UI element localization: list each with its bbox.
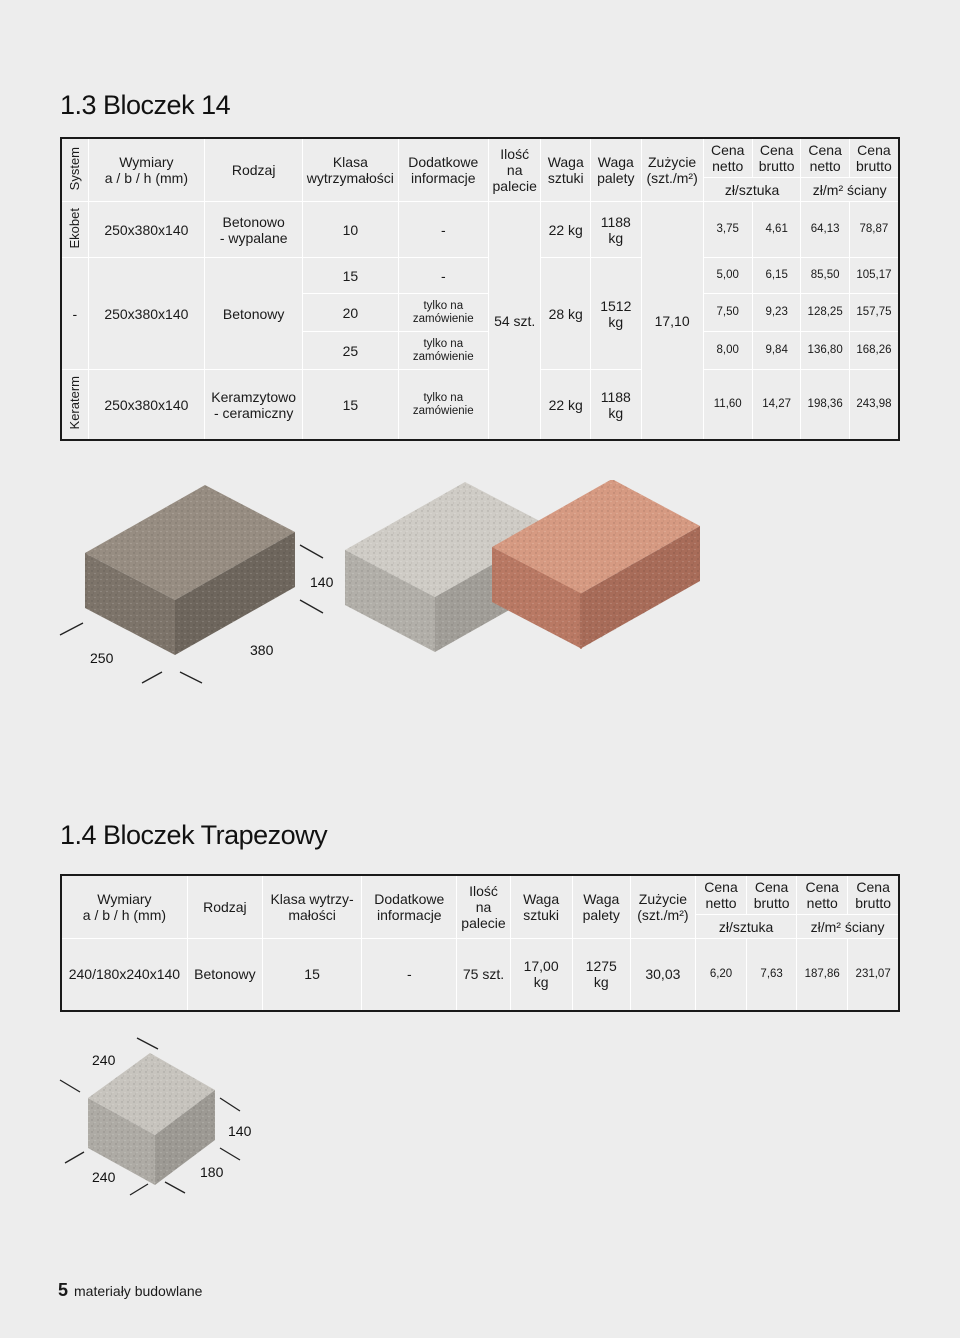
price: 14,27 (752, 370, 801, 440)
header-dims-1: Wymiary (119, 154, 174, 171)
header-net-2b: netto (806, 895, 838, 911)
trapezoid-block-illustration (55, 1035, 265, 1200)
header-qty-1: Ilość na (500, 146, 530, 179)
price: 7,50 (703, 294, 752, 332)
price: 187,86 (797, 939, 848, 1011)
weight-pallet-unit: kg (608, 229, 624, 246)
section1-title: 1.3 Bloczek 14 (60, 90, 231, 120)
header-per-piece: zł/sztuka (703, 178, 801, 202)
block-red (492, 480, 700, 649)
header-gross-1b: brutto (753, 895, 790, 911)
header-net-2: Cena (805, 879, 839, 895)
info-1: tylko na (423, 391, 464, 404)
header-gross-2: Cena (856, 879, 890, 895)
weight-piece: 22 kg (541, 202, 591, 258)
dimension-tick (137, 1038, 158, 1049)
dimension-tick (60, 623, 83, 635)
info-2: zamówienie (412, 404, 474, 417)
price: 6,15 (752, 258, 801, 294)
dimension-tick (220, 1098, 240, 1111)
header-wpal-1: Waga (583, 891, 620, 907)
dimension-tick (165, 1182, 185, 1193)
page-number: 5 (58, 1280, 69, 1300)
header-net-2b: netto (809, 158, 841, 175)
dimension-tick (142, 672, 162, 683)
info-2: zamówienie (412, 312, 474, 325)
weight-piece: 28 kg (541, 258, 591, 370)
info: - (398, 202, 488, 258)
header-qty-2: palecie (492, 178, 537, 195)
blocks-illustration (55, 480, 705, 700)
dimension-tick (130, 1184, 148, 1195)
class: 20 (303, 294, 398, 332)
dim-height: 140 (228, 1123, 252, 1139)
section2-title: 1.4 Bloczek Trapezowy (60, 820, 328, 850)
dimension-tick (180, 672, 202, 683)
header-qty-1: Ilość na (469, 883, 498, 915)
dim-width: 250 (90, 650, 114, 666)
price: 243,98 (849, 370, 899, 440)
qty: 75 szt. (457, 939, 510, 1011)
weight-pallet: 1512 (600, 297, 632, 314)
weight-pallet: 1188 (600, 213, 631, 230)
header-per-piece: zł/sztuka (695, 915, 796, 939)
header-class-2: wytrzymałości (306, 170, 394, 187)
header-dims-2: a / b / h (mm) (104, 170, 188, 187)
header-dims-2: a / b / h (mm) (82, 907, 167, 923)
header-dims-1: Wymiary (97, 891, 152, 907)
header-type: Rodzaj (205, 138, 303, 202)
price: 198,36 (801, 370, 849, 440)
dims: 250x380x140 (88, 370, 205, 440)
header-info-2: informacje (377, 907, 442, 923)
usage-shared: 17,10 (641, 202, 703, 440)
weight-piece: 17,00 (523, 958, 559, 975)
price: 11,60 (703, 370, 752, 440)
page-footer (58, 1280, 202, 1301)
header-wp-2: sztuki (523, 907, 560, 923)
dimension-tick (60, 1080, 80, 1092)
price: 231,07 (848, 939, 899, 1011)
price: 6,20 (695, 939, 746, 1011)
header-qty-2: palecie (461, 915, 506, 931)
weight-pallet-unit: kg (608, 313, 624, 330)
header-class-1: Klasa wytrzy- (270, 891, 354, 907)
header-gross-1: Cena (759, 142, 794, 159)
type-2: - wypalane (219, 229, 288, 246)
table-row (61, 370, 899, 440)
block-dark (85, 485, 295, 655)
price: 4,61 (752, 202, 801, 258)
header-class-2: małości (288, 907, 336, 923)
dim-top: 240 (92, 1052, 116, 1068)
header-info-2: informacje (410, 170, 476, 187)
price: 7,63 (747, 939, 797, 1011)
price: 64,13 (801, 202, 849, 258)
dimension-tick (65, 1152, 84, 1163)
price: 78,87 (849, 202, 899, 258)
footer-text: materiały budowlane (74, 1283, 203, 1299)
header-net-2: Cena (808, 142, 842, 159)
table-row (61, 202, 899, 258)
price: 9,84 (752, 332, 801, 370)
class: 25 (303, 332, 398, 370)
class: 15 (303, 258, 398, 294)
dim-depth: 380 (250, 642, 274, 658)
header-net-1b: netto (705, 895, 737, 911)
info-2: zamówienie (412, 350, 474, 363)
header-wp-2: sztuki (547, 170, 584, 187)
header-usage-1: Zużycie (638, 891, 687, 907)
header-net-1: Cena (710, 142, 745, 159)
header-info-1: Dodatkowe (408, 154, 479, 171)
header-per-m2: zł/m² ściany (797, 915, 899, 939)
type-1: Keramzytowo (211, 388, 297, 405)
price: 85,50 (801, 258, 849, 294)
trapezowy-table (60, 874, 900, 1012)
header-system: System (66, 146, 82, 191)
system-ekobet: Ekobet (66, 207, 82, 249)
header-net-1: Cena (704, 879, 738, 895)
block-trapezoid (88, 1053, 215, 1185)
table-row (61, 258, 899, 294)
type-1: Betonowo (222, 213, 285, 230)
header-gross-1b: brutto (758, 158, 795, 175)
qty-shared: 54 szt. (488, 202, 540, 440)
weight-piece: 22 kg (541, 370, 591, 440)
header-wp-1: Waga (547, 154, 584, 171)
dimension-tick (220, 1148, 240, 1160)
price: 105,17 (849, 258, 899, 294)
info-1: tylko na (423, 299, 464, 312)
header-usage-1: Zużycie (647, 154, 697, 171)
header-usage-2: (szt./m²) (637, 907, 689, 923)
header-usage-2: (szt./m²) (646, 170, 698, 187)
dims: 250x380x140 (88, 202, 205, 258)
info: - (398, 258, 488, 294)
system-betonowy: - (61, 258, 88, 370)
class: 10 (303, 202, 398, 258)
type: Betonowy (187, 939, 262, 1011)
usage: 30,03 (630, 939, 695, 1011)
header-net-1b: netto (712, 158, 744, 175)
price: 5,00 (703, 258, 752, 294)
info-1: tylko na (423, 337, 464, 350)
type: Betonowy (205, 258, 303, 370)
header-per-m2: zł/m² ściany (801, 178, 899, 202)
class: 15 (303, 370, 398, 440)
price: 9,23 (752, 294, 801, 332)
price: 136,80 (801, 332, 849, 370)
dims: 240/180x240x140 (61, 939, 187, 1011)
price: 3,75 (703, 202, 752, 258)
info: - (362, 939, 457, 1011)
header-gross-1: Cena (754, 879, 789, 895)
class: 15 (262, 939, 361, 1011)
header-gross-2: Cena (857, 142, 891, 159)
weight-pallet-unit: kg (593, 974, 609, 991)
price: 8,00 (703, 332, 752, 370)
dim-bottom-b: 180 (200, 1164, 224, 1180)
dim-bottom-a: 240 (92, 1169, 116, 1185)
header-type: Rodzaj (187, 875, 262, 939)
header-gross-2b: brutto (856, 158, 892, 175)
header-wpal-2: palety (597, 170, 635, 187)
weight-pallet-unit: kg (608, 404, 624, 421)
price: 128,25 (801, 294, 849, 332)
dimension-tick (300, 600, 323, 613)
dimension-tick (300, 545, 323, 558)
bloczek14-table (60, 137, 900, 441)
header-class-1: Klasa (332, 154, 368, 171)
weight-piece-unit: kg (533, 974, 549, 991)
price: 157,75 (849, 294, 899, 332)
price: 168,26 (849, 332, 899, 370)
header-wpal-1: Waga (597, 154, 634, 171)
weight-pallet: 1275 (585, 958, 617, 975)
weight-pallet: 1188 (600, 388, 631, 405)
dim-height: 140 (310, 574, 334, 590)
header-info-1: Dodatkowe (374, 891, 445, 907)
dims: 250x380x140 (88, 258, 205, 370)
table-row (61, 939, 899, 1011)
header-gross-2b: brutto (855, 895, 892, 911)
header-wp-1: Waga (523, 891, 560, 907)
header-wpal-2: palety (582, 907, 620, 923)
system-keraterm: Keraterm (66, 376, 82, 430)
type-2: - ceramiczny (213, 404, 294, 421)
